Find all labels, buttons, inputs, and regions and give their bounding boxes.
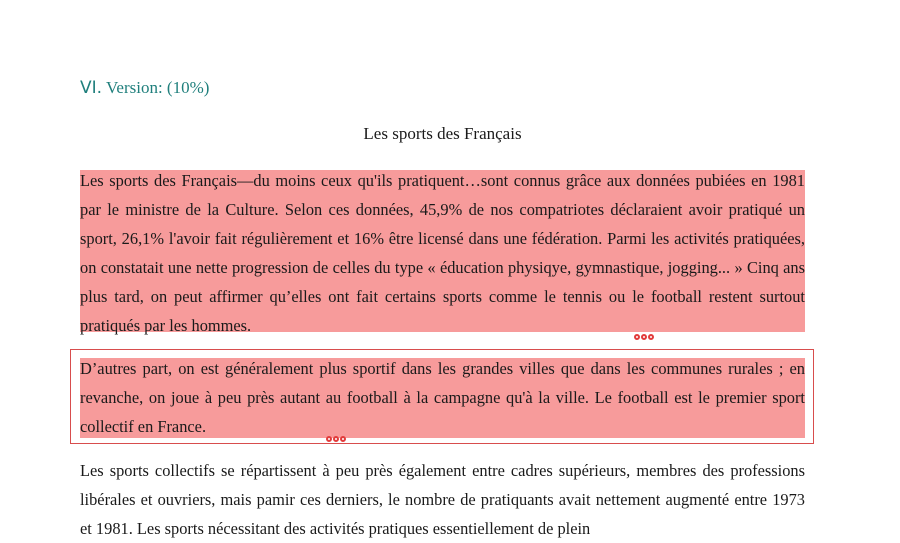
paragraph-1-text: Les sports des Français—du moins ceux qu'ils pratiquent…sont connus grâce aux données pubiées en 1981 par le ministre de la Culture. Selon ces données, 45,9% de nos compatriotes déclaraient avoir pratiqué un sport, 26,1% l'avoir fait régulièrement et 16% être licensé dans une fédération. Parmi les activités pratiquées, on constatait une nette progression de celles du type « éducation physiqye, gymnastique, jogging... » Cinq ans plus tard, on peut affirmer qu’elles ont fait certains sports comme le tennis ou le football restent surtout pratiqués par les hommes. — [80, 171, 805, 335]
paragraph-3-text: Les sports collectifs se répartissent à peu près également entre cadres supérieurs, membres des professions libérales et ouvriers, mais pamir ces derniers, le nombre de pratiquants avait nettement augmenté entre 1973 et 1981. Les sports nécessitant des activités pratiques essentiellement de plein — [80, 461, 805, 538]
handle-dot-icon — [333, 436, 339, 442]
handle-dot-icon — [326, 436, 332, 442]
handle-dot-icon — [648, 334, 654, 340]
section-number: VI. — [80, 78, 103, 98]
paragraph-2[interactable] — [80, 354, 805, 441]
handle-dot-icon — [641, 334, 647, 340]
section-heading — [80, 78, 209, 98]
paragraph-3[interactable] — [80, 456, 805, 543]
handle-dot-icon — [634, 334, 640, 340]
annotation-handle-2[interactable] — [326, 436, 346, 442]
section-label: Version: (10%) — [106, 78, 210, 97]
document-title: Les sports des Français — [363, 124, 522, 143]
handle-dot-icon — [340, 436, 346, 442]
paragraph-2-text: D’autres part, on est généralement plus sportif dans les grandes villes que dans les communes rurales ; en revanche, on joue à peu près autant au football à la campagne qu'à la ville. Le football est le premier sport collectif en France. — [80, 359, 805, 436]
annotation-handle-1[interactable] — [634, 334, 654, 340]
paragraph-1[interactable] — [80, 166, 805, 340]
